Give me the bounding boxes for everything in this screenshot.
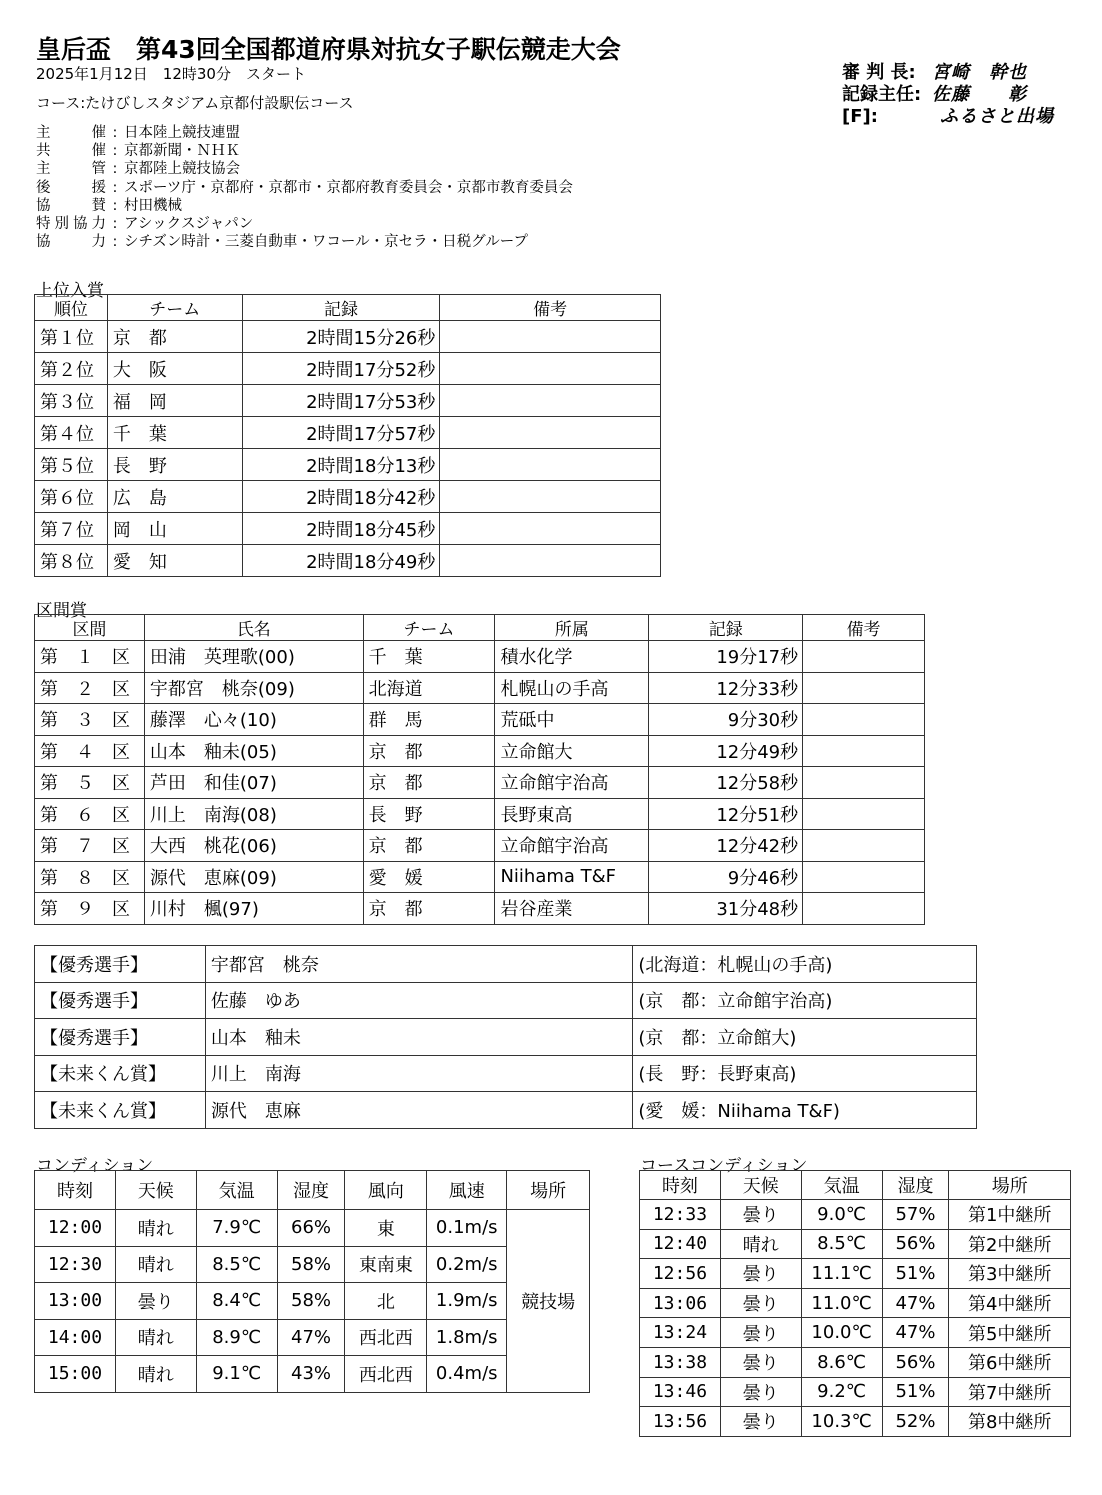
record-cell: 12分58秒	[649, 767, 803, 799]
col-header: 時刻	[35, 1171, 116, 1210]
col-header: 風速	[427, 1171, 507, 1210]
organizer-label: 後 援	[36, 179, 106, 196]
rank-cell: 第１位	[35, 321, 108, 353]
place-cell: 第6中継所	[949, 1347, 1071, 1377]
col-header: チーム	[363, 615, 495, 641]
award-cell: 【優秀選手】	[35, 982, 206, 1019]
name-cell: 大西 桃花(06)	[144, 830, 363, 862]
team-cell: (京 都：立命館宇治高)	[633, 982, 977, 1019]
note-cell	[803, 830, 925, 862]
col-header: 場所	[949, 1171, 1071, 1200]
affiliation-cell: 荒砥中	[495, 704, 649, 736]
organizer-row: 協 賛 : 村田機械	[36, 197, 182, 214]
officials-block	[842, 62, 1054, 128]
team-cell: 長 野	[107, 449, 242, 481]
time-cell: 13:38	[640, 1347, 721, 1377]
note-cell	[803, 735, 925, 767]
col-header: 記録	[649, 615, 803, 641]
col-header: 所属	[495, 615, 649, 641]
organizer-label: 協 力	[36, 234, 106, 251]
name-cell: 藤澤 心々(10)	[144, 704, 363, 736]
humidity-cell: 52%	[882, 1407, 949, 1437]
note-cell	[803, 893, 925, 925]
team-cell: 京 都	[363, 830, 495, 862]
table-row	[35, 641, 925, 673]
record-cell: 12分51秒	[649, 798, 803, 830]
table-row	[35, 481, 661, 513]
name-cell: 川村 楓(97)	[144, 893, 363, 925]
team-cell: 千 葉	[107, 417, 242, 449]
note-cell	[803, 704, 925, 736]
table-row	[35, 704, 925, 736]
organizer-value: アシックスジャパン	[124, 216, 254, 233]
col-header: 備考	[803, 615, 925, 641]
time-cell: 15:00	[35, 1356, 116, 1393]
note-cell	[803, 641, 925, 673]
team-cell: 京 都	[363, 735, 495, 767]
place-cell: 第1中継所	[949, 1200, 1071, 1230]
weather-cell: 曇り	[720, 1407, 801, 1437]
team-cell: (北海道：札幌山の手高)	[633, 946, 977, 983]
organizer-row: 主 催 : 日本陸上競技連盟	[36, 125, 240, 141]
section-cell: 第 ６ 区	[35, 798, 145, 830]
team-cell: (愛 媛：Niihama T&F)	[633, 1092, 977, 1129]
col-header: 天候	[720, 1171, 801, 1200]
wind-speed-cell: 0.4m/s	[427, 1356, 507, 1393]
organizer-row: 共 催 : 京都新聞・ＮＨＫ	[36, 143, 240, 160]
record-cell: 2時間17分53秒	[242, 385, 440, 417]
humidity-cell: 47%	[277, 1319, 345, 1356]
section-awards-table	[34, 614, 925, 925]
col-header: 記録	[242, 295, 440, 321]
section-cell: 第 ７ 区	[35, 830, 145, 862]
note-cell	[440, 385, 661, 417]
time-cell: 13:00	[35, 1283, 116, 1320]
rank-cell: 第３位	[35, 385, 108, 417]
table-row	[35, 1019, 977, 1056]
name-cell: 川上 南海(08)	[144, 798, 363, 830]
col-header: 湿度	[882, 1171, 949, 1200]
table-row	[35, 1356, 590, 1393]
organizer-value: シチズン時計・三菱自動車・ワコール・京セラ・日税グループ	[124, 234, 528, 251]
award-cell: 【未来くん賞】	[35, 1092, 206, 1129]
section-cell: 第 ４ 区	[35, 735, 145, 767]
time-cell: 13:24	[640, 1318, 721, 1348]
rank-cell: 第４位	[35, 417, 108, 449]
humidity-cell: 57%	[882, 1200, 949, 1230]
col-header: 気温	[196, 1171, 277, 1210]
col-header: 区間	[35, 615, 145, 641]
humidity-cell: 66%	[277, 1210, 345, 1247]
wind-dir-cell: 東南東	[345, 1246, 427, 1283]
table-row	[35, 321, 661, 353]
record-cell: 12分49秒	[649, 735, 803, 767]
team-cell: 千 葉	[363, 641, 495, 673]
temp-cell: 7.9℃	[196, 1210, 277, 1247]
conditions-label: コンディション	[36, 1156, 154, 1176]
section-cell: 第 ３ 区	[35, 704, 145, 736]
humidity-cell: 47%	[882, 1318, 949, 1348]
weather-cell: 曇り	[720, 1318, 801, 1348]
name-cell: 田浦 英理歌(00)	[144, 641, 363, 673]
rank-cell: 第５位	[35, 449, 108, 481]
note-cell	[440, 545, 661, 577]
team-cell: 群 馬	[363, 704, 495, 736]
time-cell: 13:06	[640, 1288, 721, 1318]
affiliation-cell: 岩谷産業	[495, 893, 649, 925]
section-cell: 第 ２ 区	[35, 672, 145, 704]
col-header: 備考	[440, 295, 661, 321]
name-cell: 山本 釉未	[205, 1019, 633, 1056]
temp-cell: 9.0℃	[801, 1200, 882, 1230]
weather-cell: 曇り	[720, 1288, 801, 1318]
table-row	[35, 1319, 590, 1356]
affiliation-cell: 立命館宇治高	[495, 830, 649, 862]
record-cell: 31分48秒	[649, 893, 803, 925]
table-row	[35, 1283, 590, 1320]
team-cell: 大 阪	[107, 353, 242, 385]
note-cell	[803, 767, 925, 799]
organizer-row: 協 力 : シチズン時計・三菱自動車・ワコール・京セラ・日税グループ	[36, 234, 528, 251]
table-row	[640, 1318, 1071, 1348]
organizer-row: 特別協力 : アシックスジャパン	[36, 216, 254, 233]
team-cell: 京 都	[363, 893, 495, 925]
table-row	[35, 1092, 977, 1129]
record-cell: 12分42秒	[649, 830, 803, 862]
wind-speed-cell: 0.2m/s	[427, 1246, 507, 1283]
name-cell: 芦田 和佳(07)	[144, 767, 363, 799]
team-cell: (長 野：長野東高)	[633, 1055, 977, 1092]
record-cell: 2時間15分26秒	[242, 321, 440, 353]
official-value: ふるさと出場	[940, 106, 1054, 127]
table-header-row	[35, 615, 925, 641]
table-row	[35, 893, 925, 925]
special-awards-table	[34, 945, 977, 1129]
official-value: 佐藤 彰	[932, 84, 1027, 105]
temp-cell: 11.0℃	[801, 1288, 882, 1318]
weather-cell: 曇り	[720, 1259, 801, 1289]
organizers-list	[36, 124, 573, 251]
name-cell: 宇都宮 桃奈	[205, 946, 633, 983]
temp-cell: 11.1℃	[801, 1259, 882, 1289]
affiliation-cell: 立命館大	[495, 735, 649, 767]
team-cell: 愛 媛	[363, 861, 495, 893]
rank-cell: 第６位	[35, 481, 108, 513]
section-cell: 第 ９ 区	[35, 893, 145, 925]
organizer-value: 日本陸上競技連盟	[124, 125, 240, 141]
weather-cell: 晴れ	[115, 1356, 196, 1393]
note-cell	[440, 513, 661, 545]
temp-cell: 8.4℃	[196, 1283, 277, 1320]
official-label: [F]:	[842, 106, 878, 127]
time-cell: 12:30	[35, 1246, 116, 1283]
affiliation-cell: 札幌山の手高	[495, 672, 649, 704]
table-row	[35, 545, 661, 577]
humidity-cell: 58%	[277, 1246, 345, 1283]
humidity-cell: 51%	[882, 1259, 949, 1289]
award-cell: 【未来くん賞】	[35, 1055, 206, 1092]
table-header-row	[35, 1171, 590, 1210]
place-cell: 第4中継所	[949, 1288, 1071, 1318]
table-row	[35, 672, 925, 704]
humidity-cell: 43%	[277, 1356, 345, 1393]
humidity-cell: 47%	[882, 1288, 949, 1318]
page-title: 皇后盃 第43回全国都道府県対抗女子駅伝競走大会	[36, 35, 621, 64]
place-cell: 第8中継所	[949, 1407, 1071, 1437]
weather-cell: 晴れ	[115, 1210, 196, 1247]
time-cell: 12:00	[35, 1210, 116, 1247]
weather-cell: 曇り	[720, 1347, 801, 1377]
note-cell	[803, 798, 925, 830]
note-cell	[440, 321, 661, 353]
team-cell: 岡 山	[107, 513, 242, 545]
organizer-label: 主 催	[36, 125, 106, 141]
wind-dir-cell: 東	[345, 1210, 427, 1247]
organizer-label: 共 催	[36, 143, 106, 160]
col-header: チーム	[107, 295, 242, 321]
col-header: 氏名	[144, 615, 363, 641]
time-cell: 12:40	[640, 1229, 721, 1259]
table-row	[35, 982, 977, 1019]
record-cell: 9分46秒	[649, 861, 803, 893]
col-header: 場所	[507, 1171, 590, 1210]
record-cell: 9分30秒	[649, 704, 803, 736]
temp-cell: 9.2℃	[801, 1377, 882, 1407]
organizer-value: 京都陸上競技協会	[124, 161, 240, 178]
weather-cell: 曇り	[720, 1200, 801, 1230]
name-cell: 宇都宮 桃奈(09)	[144, 672, 363, 704]
wind-dir-cell: 西北西	[345, 1356, 427, 1393]
official-legend	[842, 106, 1054, 128]
name-cell: 源代 恵麻(09)	[144, 861, 363, 893]
time-cell: 14:00	[35, 1319, 116, 1356]
top-ranking-label: 上位入賞	[36, 281, 104, 301]
conditions-table	[34, 1170, 590, 1393]
organizer-row: 後 援 : スポーツ庁・京都府・京都市・京都府教育委員会・京都市教育委員会	[36, 179, 573, 196]
col-header: 湿度	[277, 1171, 345, 1210]
official-recorder	[842, 84, 1054, 106]
name-cell: 山本 釉未(05)	[144, 735, 363, 767]
time-cell: 13:56	[640, 1407, 721, 1437]
record-cell: 12分33秒	[649, 672, 803, 704]
col-header: 時刻	[640, 1171, 721, 1200]
event-datetime: 2025年1月12日 12時30分 スタート	[36, 65, 306, 83]
col-header: 天候	[115, 1171, 196, 1210]
team-cell: 京 都	[107, 321, 242, 353]
temp-cell: 10.0℃	[801, 1318, 882, 1348]
weather-cell: 晴れ	[115, 1319, 196, 1356]
table-row	[640, 1347, 1071, 1377]
organizer-value: スポーツ庁・京都府・京都市・京都府教育委員会・京都市教育委員会	[124, 179, 573, 196]
award-cell: 【優秀選手】	[35, 946, 206, 983]
table-row	[640, 1407, 1071, 1437]
team-cell: (京 都：立命館大)	[633, 1019, 977, 1056]
col-header: 風向	[345, 1171, 427, 1210]
temp-cell: 10.3℃	[801, 1407, 882, 1437]
team-cell: 広 島	[107, 481, 242, 513]
table-row	[35, 513, 661, 545]
table-row	[35, 861, 925, 893]
temp-cell: 8.5℃	[801, 1229, 882, 1259]
wind-speed-cell: 1.8m/s	[427, 1319, 507, 1356]
table-row	[35, 735, 925, 767]
team-cell: 愛 知	[107, 545, 242, 577]
table-row	[640, 1288, 1071, 1318]
table-row	[640, 1200, 1071, 1230]
rank-cell: 第２位	[35, 353, 108, 385]
course-name: コース:たけびしスタジアム京都付設駅伝コース	[36, 94, 354, 112]
table-row	[640, 1229, 1071, 1259]
wind-speed-cell: 0.1m/s	[427, 1210, 507, 1247]
note-cell	[440, 417, 661, 449]
record-cell: 19分17秒	[649, 641, 803, 673]
note-cell	[440, 481, 661, 513]
note-cell	[440, 353, 661, 385]
temp-cell: 8.9℃	[196, 1319, 277, 1356]
record-cell: 2時間18分45秒	[242, 513, 440, 545]
name-cell: 源代 恵麻	[205, 1092, 633, 1129]
humidity-cell: 56%	[882, 1347, 949, 1377]
course-conditions-label: コースコンディション	[640, 1156, 808, 1176]
time-cell: 13:46	[640, 1377, 721, 1407]
temp-cell: 8.5℃	[196, 1246, 277, 1283]
col-header: 気温	[801, 1171, 882, 1200]
organizer-value: 京都新聞・ＮＨＫ	[124, 143, 240, 160]
note-cell	[803, 672, 925, 704]
weather-cell: 曇り	[720, 1377, 801, 1407]
name-cell: 佐藤 ゆあ	[205, 982, 633, 1019]
team-cell: 京 都	[363, 767, 495, 799]
time-cell: 12:56	[640, 1259, 721, 1289]
table-row	[35, 830, 925, 862]
humidity-cell: 58%	[277, 1283, 345, 1320]
location-cell: 競技場	[507, 1210, 590, 1393]
official-referee	[842, 62, 1054, 84]
record-cell: 2時間18分42秒	[242, 481, 440, 513]
place-cell: 第5中継所	[949, 1318, 1071, 1348]
award-cell: 【優秀選手】	[35, 1019, 206, 1056]
section-cell: 第 ８ 区	[35, 861, 145, 893]
table-row	[35, 767, 925, 799]
weather-cell: 曇り	[115, 1283, 196, 1320]
organizer-label: 主 管	[36, 161, 106, 178]
table-row	[35, 417, 661, 449]
col-header: 順位	[35, 295, 108, 321]
table-row	[640, 1259, 1071, 1289]
table-row	[35, 1210, 590, 1247]
table-row	[35, 385, 661, 417]
organizer-label: 協 賛	[36, 197, 106, 214]
wind-speed-cell: 1.9m/s	[427, 1283, 507, 1320]
table-row	[640, 1377, 1071, 1407]
wind-dir-cell: 西北西	[345, 1319, 427, 1356]
record-cell: 2時間17分57秒	[242, 417, 440, 449]
section-cell: 第 １ 区	[35, 641, 145, 673]
record-cell: 2時間18分13秒	[242, 449, 440, 481]
affiliation-cell: 長野東高	[495, 798, 649, 830]
affiliation-cell: 積水化学	[495, 641, 649, 673]
organizer-value: 村田機械	[124, 197, 182, 214]
table-header-row	[640, 1171, 1071, 1200]
weather-cell: 晴れ	[115, 1246, 196, 1283]
table-row	[35, 946, 977, 983]
humidity-cell: 56%	[882, 1229, 949, 1259]
section-awards-label: 区間賞	[36, 601, 87, 621]
section-cell: 第 ５ 区	[35, 767, 145, 799]
rank-cell: 第８位	[35, 545, 108, 577]
place-cell: 第7中継所	[949, 1377, 1071, 1407]
wind-dir-cell: 北	[345, 1283, 427, 1320]
note-cell	[440, 449, 661, 481]
humidity-cell: 51%	[882, 1377, 949, 1407]
top-ranking-table	[34, 294, 661, 577]
temp-cell: 9.1℃	[196, 1356, 277, 1393]
temp-cell: 8.6℃	[801, 1347, 882, 1377]
record-cell: 2時間17分52秒	[242, 353, 440, 385]
table-row	[35, 798, 925, 830]
course-conditions-table	[639, 1170, 1071, 1437]
table-row	[35, 1055, 977, 1092]
table-row	[35, 353, 661, 385]
team-cell: 福 岡	[107, 385, 242, 417]
organizer-row: 主 管 : 京都陸上競技協会	[36, 161, 240, 178]
table-row	[35, 1246, 590, 1283]
official-label: 記録主任:	[842, 84, 922, 105]
name-cell: 川上 南海	[205, 1055, 633, 1092]
team-cell: 北海道	[363, 672, 495, 704]
official-label: 審 判 長:	[842, 62, 916, 83]
time-cell: 12:33	[640, 1200, 721, 1230]
record-cell: 2時間18分49秒	[242, 545, 440, 577]
affiliation-cell: 立命館宇治高	[495, 767, 649, 799]
rank-cell: 第７位	[35, 513, 108, 545]
table-header-row	[35, 295, 661, 321]
team-cell: 長 野	[363, 798, 495, 830]
note-cell	[803, 861, 925, 893]
weather-cell: 晴れ	[720, 1229, 801, 1259]
official-value: 宮崎 幹也	[932, 62, 1027, 83]
place-cell: 第3中継所	[949, 1259, 1071, 1289]
affiliation-cell: Niihama T&F	[495, 861, 649, 893]
organizer-label: 特別協力	[36, 216, 106, 233]
table-row	[35, 449, 661, 481]
place-cell: 第2中継所	[949, 1229, 1071, 1259]
